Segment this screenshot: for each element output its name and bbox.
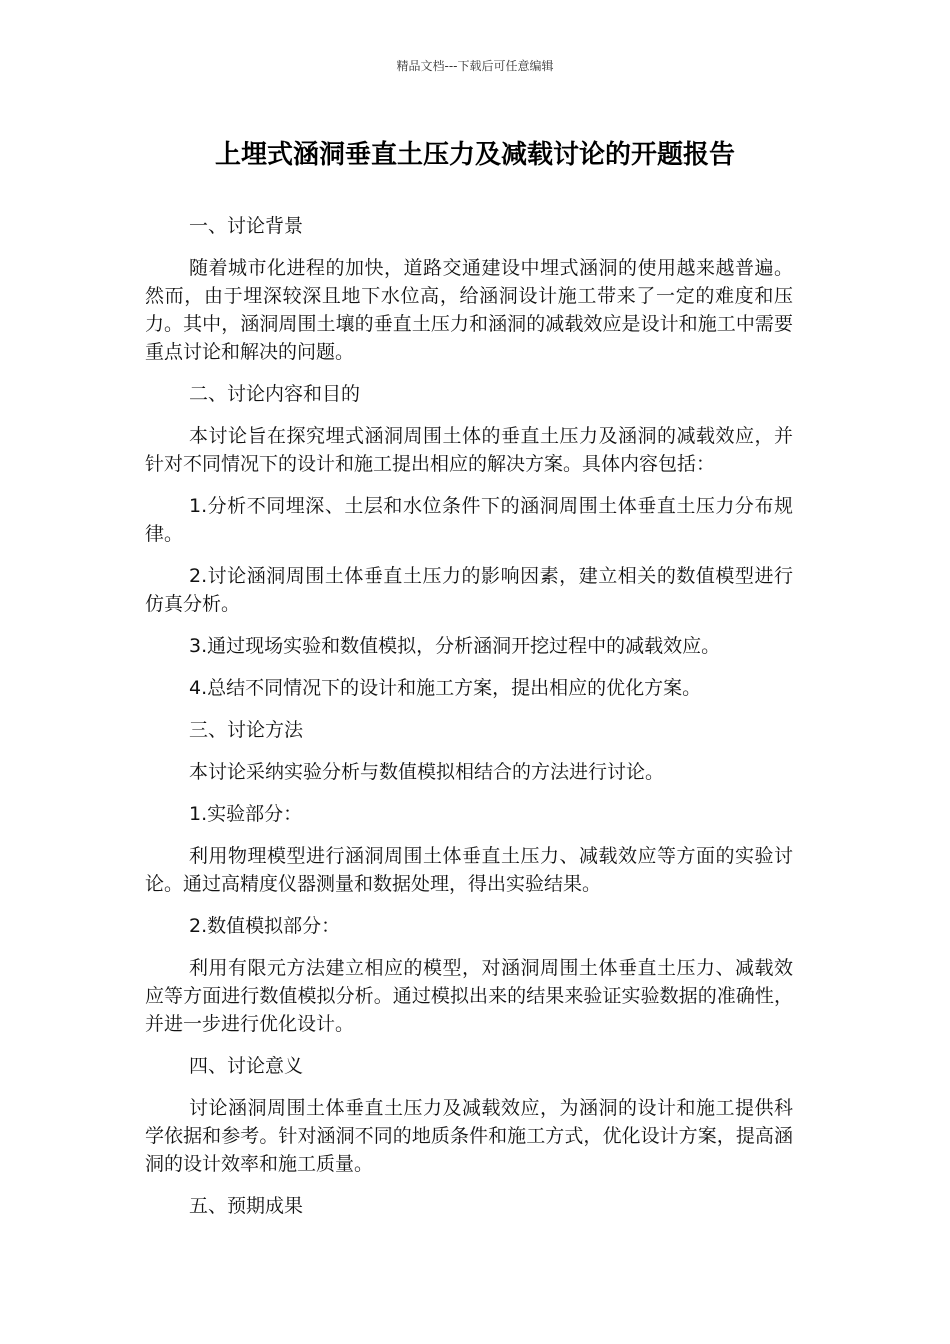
paragraph-simulation: 利用有限元方法建立相应的模型，对涵洞周围土体垂直土压力、减载效应等方面进行数值模拟分析。通过模拟出来的结果来验证实验数据的准确性，并进一步进行优化设计。 (145, 957, 793, 1035)
subheading-simulation: 2.数值模拟部分： (189, 915, 341, 937)
paragraph-experiment: 利用物理模型进行涵洞周围土体垂直土压力、减载效应等方面的实验讨论。通过高精度仪器测量和数据处理，得出实验结果。 (145, 845, 793, 895)
paragraph-method-intro: 本讨论采纳实验分析与数值模拟相结合的方法进行讨论。 (189, 761, 665, 783)
subheading-experiment: 1.实验部分： (189, 803, 303, 825)
section-heading-method: 三、讨论方法 (189, 719, 304, 741)
list-item-content-1: 1.分析不同埋深、土层和水位条件下的涵洞周围土体垂直土压力分布规律。 (145, 495, 793, 545)
paragraph-background: 随着城市化进程的加快，道路交通建设中埋式涵洞的使用越来越普遍。然而，由于埋深较深且地下水位高，给涵洞设计施工带来了一定的难度和压力。其中，涵洞周围土壤的垂直土压力和涵洞的减载效应是设计和施工中需要重点讨论和解决的问题。 (145, 257, 793, 363)
list-item-content-2: 2.讨论涵洞周围土体垂直土压力的影响因素，建立相关的数值模型进行仿真分析。 (145, 565, 793, 615)
list-item-content-4: 4.总结不同情况下的设计和施工方案，提出相应的优化方案。 (189, 677, 702, 699)
section-heading-background: 一、讨论背景 (189, 215, 304, 237)
list-item-content-3: 3.通过现场实验和数值模拟，分析涵洞开挖过程中的减载效应。 (189, 635, 721, 657)
section-heading-expected-results: 五、预期成果 (189, 1195, 304, 1217)
page-header: 精品文档---下载后可任意编辑 (396, 59, 554, 73)
section-heading-content-purpose: 二、讨论内容和目的 (189, 383, 361, 405)
paragraph-significance: 讨论涵洞周围土体垂直土压力及减载效应，为涵洞的设计和施工提供科学依据和参考。针对涵洞不同的地质条件和施工方式，优化设计方案，提高涵洞的设计效率和施工质量。 (145, 1097, 793, 1175)
document-title: 上埋式涵洞垂直土压力及减载讨论的开题报告 (214, 140, 735, 170)
paragraph-content-intro: 本讨论旨在探究埋式涵洞周围土体的垂直土压力及涵洞的减载效应，并针对不同情况下的设计和施工提出相应的解决方案。具体内容包括： (145, 425, 793, 475)
document-body (145, 212, 793, 1234)
section-heading-significance: 四、讨论意义 (189, 1055, 304, 1077)
